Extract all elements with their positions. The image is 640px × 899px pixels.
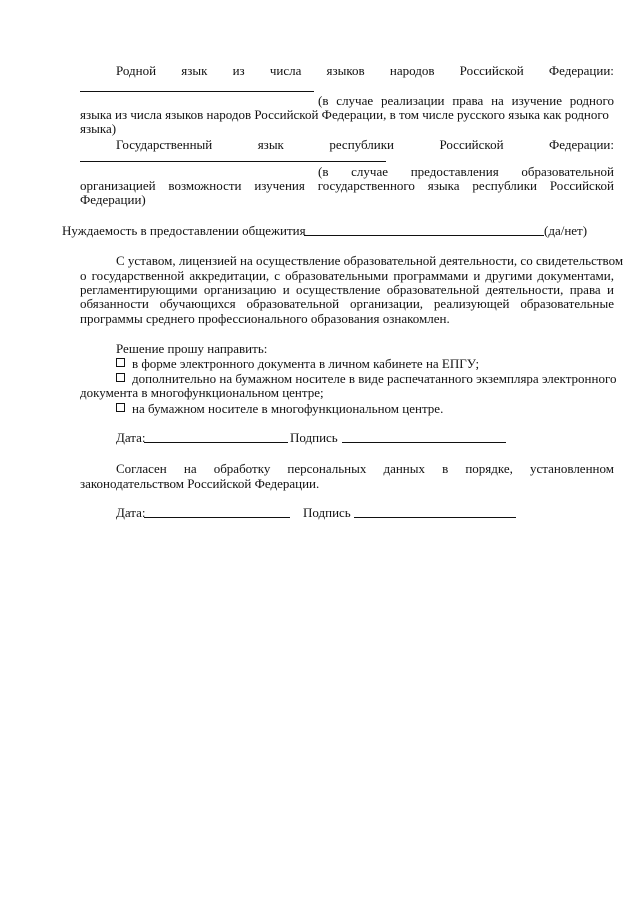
state-language-blank-line[interactable] — [80, 161, 386, 162]
word: государственного — [317, 178, 415, 193]
word: язык — [257, 137, 284, 152]
word: образовательной — [521, 164, 614, 179]
word: Российской — [439, 137, 504, 152]
date-label-2: Дата: — [116, 505, 146, 520]
word: языков — [326, 63, 365, 78]
word: установленном — [530, 461, 614, 476]
state-language-note-line3: Федерации) — [80, 192, 146, 207]
word: Российской — [459, 63, 524, 78]
decision-option-paper-copy[interactable] — [116, 371, 617, 386]
word: возможности — [168, 178, 242, 193]
word: организацией — [80, 178, 156, 193]
decision-option-epgu[interactable] — [116, 356, 479, 371]
decision-option-epgu-label: в форме электронного документа в личном кабинете на ЕПГУ; — [132, 356, 480, 371]
word: республики — [472, 178, 538, 193]
decision-option-paper-copy-line2: документа в многофункциональном центре; — [80, 385, 324, 400]
word: язык — [181, 63, 208, 78]
word: предоставления — [410, 164, 499, 179]
word: на — [183, 461, 197, 476]
word: обработку — [213, 461, 271, 476]
word: в — [442, 461, 449, 476]
decision-option-mfc[interactable] — [116, 401, 443, 416]
word: Родной — [116, 63, 157, 78]
word: из — [232, 63, 245, 78]
word: случае — [351, 164, 388, 179]
signature-label-2: Подпись — [303, 505, 351, 520]
native-language-note-line2: языка из числа языков народов Российской Федерации, в том числе русского языка как родного — [80, 107, 609, 122]
dormitory-answer-line[interactable] — [304, 235, 544, 236]
word: Федерации: — [548, 137, 614, 152]
state-language-note-line2 — [80, 178, 614, 193]
dormitory-label: Нуждаемость в предоставлении общежития — [62, 223, 306, 238]
consent-line1 — [116, 461, 614, 476]
word: Согласен — [116, 461, 167, 476]
decision-option-mfc-label: на бумажном носителе в многофункциональном центре. — [132, 401, 444, 416]
acquaint-line3: регламентирующими организацию и осуществление образовательной деятельности, права и — [80, 282, 614, 297]
word: Федерации: — [548, 63, 614, 78]
acquaint-line2: о государственной аккредитации, с образовательными программами и другими документами, — [80, 268, 614, 283]
acquaint-line1: С уставом, лицензией на осуществление образовательной деятельности, со свидетельством — [116, 253, 624, 268]
word: данных — [383, 461, 426, 476]
word: (в — [318, 164, 329, 179]
state-language-heading — [116, 137, 614, 152]
decision-title: Решение прошу направить: — [116, 341, 268, 356]
checkbox-icon[interactable] — [116, 358, 125, 367]
native-language-note-line3: языка) — [80, 121, 117, 136]
signature-line-1[interactable] — [342, 442, 506, 443]
word: порядке, — [465, 461, 513, 476]
native-language-note-line1: (в случае реализации права на изучение родного — [318, 93, 614, 108]
word: числа — [269, 63, 302, 78]
word: персональных — [287, 461, 367, 476]
word: республики — [329, 137, 394, 152]
acquaint-line5: программы среднего профессионального образования ознакомлен. — [80, 311, 450, 326]
signature-line-2[interactable] — [354, 517, 516, 518]
word: Российской — [549, 178, 614, 193]
decision-option-paper-copy-label: дополнительно на бумажном носителе в виде распечатанного экземпляра электронного — [132, 371, 617, 386]
word: языка — [427, 178, 460, 193]
acquaint-line4: обязанности обучающихся образовательной организации, реализующей образовательные — [80, 296, 614, 311]
word: Государственный — [116, 137, 213, 152]
state-language-note-line1 — [318, 164, 614, 179]
date-line-1[interactable] — [144, 442, 288, 443]
native-language-heading — [116, 63, 614, 78]
native-language-blank-line[interactable] — [80, 91, 314, 92]
dormitory-suffix: (да/нет) — [544, 223, 588, 238]
word: изучения — [254, 178, 305, 193]
date-line-2[interactable] — [144, 517, 290, 518]
signature-label-1: Подпись — [290, 430, 338, 445]
checkbox-icon[interactable] — [116, 373, 125, 382]
consent-line2: законодательством Российской Федерации. — [80, 476, 320, 491]
date-label-1: Дата: — [116, 430, 146, 445]
checkbox-icon[interactable] — [116, 403, 125, 412]
word: народов — [389, 63, 435, 78]
